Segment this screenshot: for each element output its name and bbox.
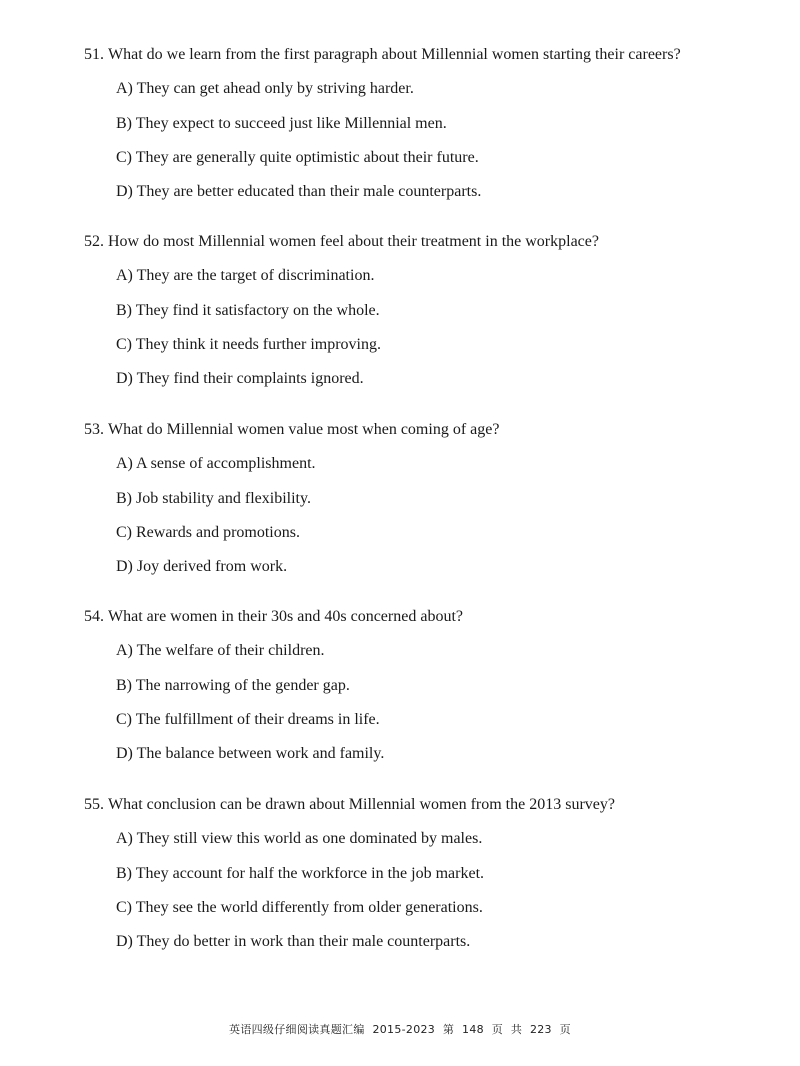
question-stem (84, 45, 784, 65)
option-d: D) They find their complaints ignored. (116, 370, 364, 388)
option-a: A) They can get ahead only by striving harder. (116, 80, 414, 98)
option-a: A) They still view this world as one dominated by males. (116, 830, 483, 848)
option-d: D) They do better in work than their male counterparts. (116, 933, 471, 951)
option-b: B) The narrowing of the gender gap. (116, 676, 350, 694)
footer-title: 英语四级仔细阅读真题汇编 (229, 1023, 365, 1036)
footer-page-number: 148 (462, 1023, 484, 1036)
question-number: 52. (84, 233, 104, 250)
footer-total-unit: 页 (559, 1023, 571, 1036)
question-53 (84, 420, 784, 577)
question-stem (84, 232, 784, 252)
question-stem (84, 607, 784, 627)
footer-total-pages: 223 (529, 1023, 552, 1036)
question-stem (84, 795, 784, 815)
question-text: What do Millennial women value most when coming of age? (108, 421, 500, 438)
question-number: 54. (84, 608, 104, 625)
option-b: B) Job stability and flexibility. (116, 489, 311, 507)
option-a: A) The welfare of their children. (116, 642, 325, 660)
option-d: D) The balance between work and family. (116, 745, 385, 763)
question-text: What are women in their 30s and 40s concerned about? (108, 608, 463, 625)
option-a: A) A sense of accomplishment. (116, 455, 316, 473)
page-footer (0, 1021, 800, 1037)
option-b: B) They expect to succeed just like Millennial men. (116, 114, 447, 132)
footer-page-unit: 页 (491, 1023, 504, 1036)
question-54 (84, 607, 784, 764)
footer-page-prefix: 第 (442, 1023, 455, 1036)
footer-years: 2015-2023 (372, 1023, 436, 1036)
option-b: B) They account for half the workforce in the job market. (116, 864, 485, 882)
question-text: What do we learn from the first paragraph about Millennial women starting their careers? (108, 46, 681, 63)
question-number: 51. (84, 46, 104, 63)
option-a: A) They are the target of discrimination. (116, 267, 375, 285)
option-c: C) They think it needs further improving. (116, 335, 381, 353)
question-text: What conclusion can be drawn about Millennial women from the 2013 survey? (108, 796, 615, 813)
question-stem (84, 420, 784, 440)
question-52 (84, 232, 784, 389)
option-b: B) They find it satisfactory on the whole. (116, 301, 380, 319)
option-c: C) The fulfillment of their dreams in life. (116, 710, 380, 728)
footer-total-prefix: 共 (510, 1023, 523, 1036)
question-55 (84, 795, 784, 952)
question-number: 55. (84, 796, 104, 813)
question-51 (84, 45, 784, 202)
question-text: How do most Millennial women feel about their treatment in the workplace? (108, 233, 599, 250)
option-d: D) Joy derived from work. (116, 558, 288, 576)
option-c: C) They are generally quite optimistic about their future. (116, 148, 479, 166)
option-c: C) Rewards and promotions. (116, 523, 300, 541)
option-d: D) They are better educated than their male counterparts. (116, 183, 482, 201)
option-c: C) They see the world differently from older generations. (116, 898, 483, 916)
question-number: 53. (84, 421, 104, 438)
